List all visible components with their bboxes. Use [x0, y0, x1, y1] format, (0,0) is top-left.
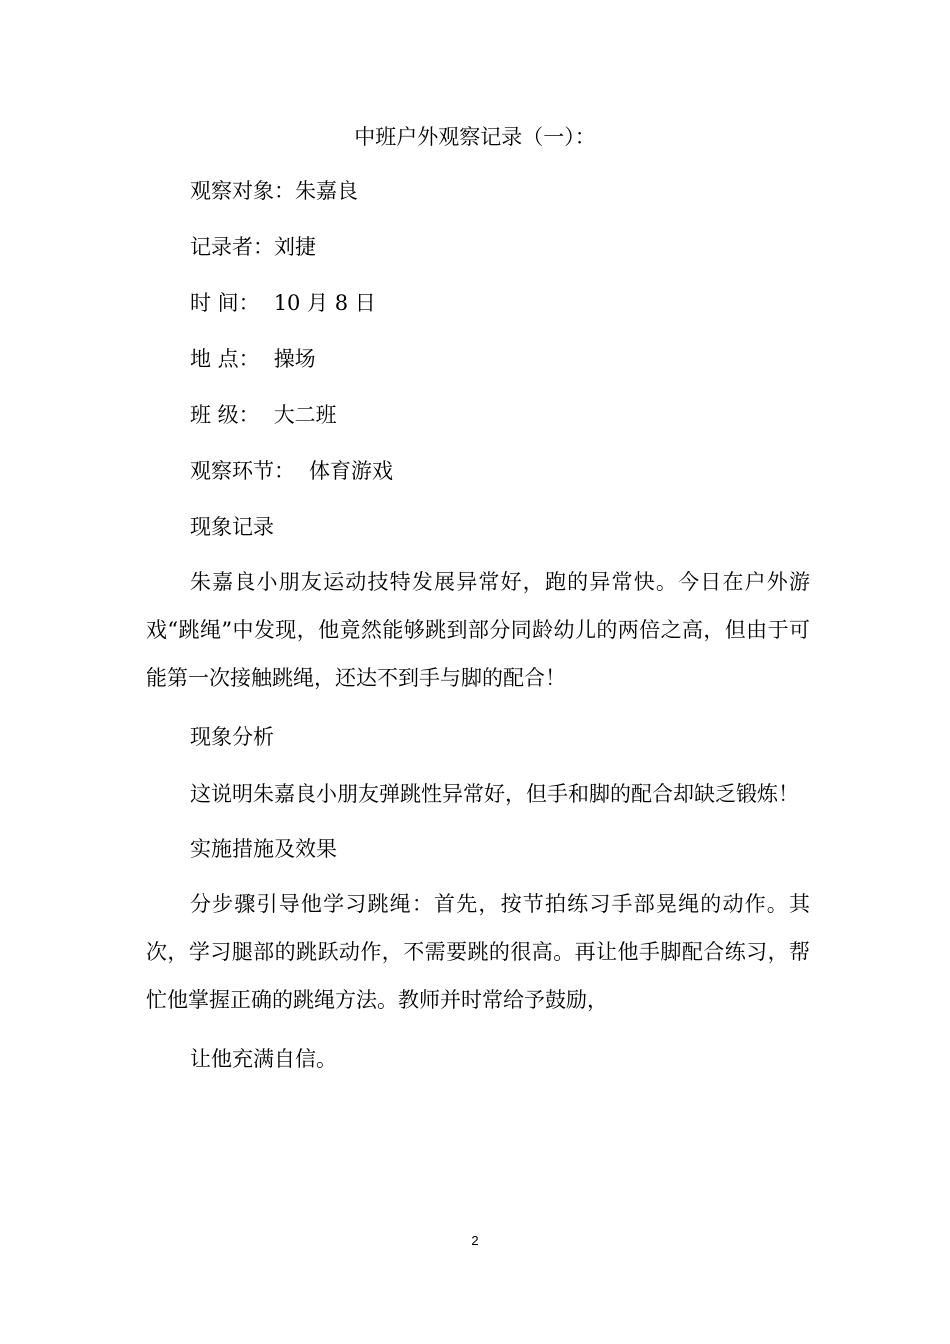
field-label: 记录者： — [190, 235, 274, 259]
analysis-heading: 现象分析 — [190, 725, 274, 749]
field-value: 大二班 — [273, 403, 337, 427]
record-paragraph: 朱嘉良小朋友运动技特发展异常好，跑的异常快。今日在户外游戏“跳绳”中发现，他竟然能够跳到部分同龄幼儿的两倍之高，但由于可能第一次接触跳绳，还达不到手与脚的配合！ — [146, 570, 810, 690]
field-label: 观察环节： — [190, 459, 295, 483]
field-value: 操场 — [273, 347, 316, 371]
field-class — [190, 400, 337, 430]
field-label: 班 级： — [190, 403, 260, 427]
field-value: 体育游戏 — [309, 459, 393, 483]
analysis-paragraph: 这说明朱嘉良小朋友弹跳性异常好，但手和脚的配合却缺乏锻炼！ — [190, 782, 799, 806]
measures-paragraph: 分步骤引导他学习跳绳：首先，按节拍练习手部晃绳的动作。其次，学习腿部的跳跃动作，不需要跳的很高。再让他手脚配合练习，帮忙他掌握正确的跳绳方法。教师并时常给予鼓励， — [146, 892, 810, 1012]
field-label: 地 点： — [190, 347, 260, 371]
field-time — [190, 288, 376, 318]
closing-line: 让他充满自信。 — [190, 1047, 337, 1071]
field-location — [190, 344, 316, 374]
document-title: 中班户外观察记录（一）： — [354, 125, 596, 149]
field-activity — [190, 456, 393, 486]
record-heading: 现象记录 — [190, 515, 274, 539]
field-value: 朱嘉良 — [295, 179, 358, 203]
field-recorder — [190, 232, 316, 262]
measures-heading: 实施措施及效果 — [190, 837, 337, 861]
field-value: 刘捷 — [274, 235, 316, 259]
field-label: 观察对象： — [190, 179, 295, 203]
page-number: 2 — [471, 1233, 479, 1248]
field-label: 时 间： — [190, 291, 260, 315]
field-observation-target — [190, 176, 358, 206]
field-value: 10 月 8 日 — [273, 291, 376, 315]
